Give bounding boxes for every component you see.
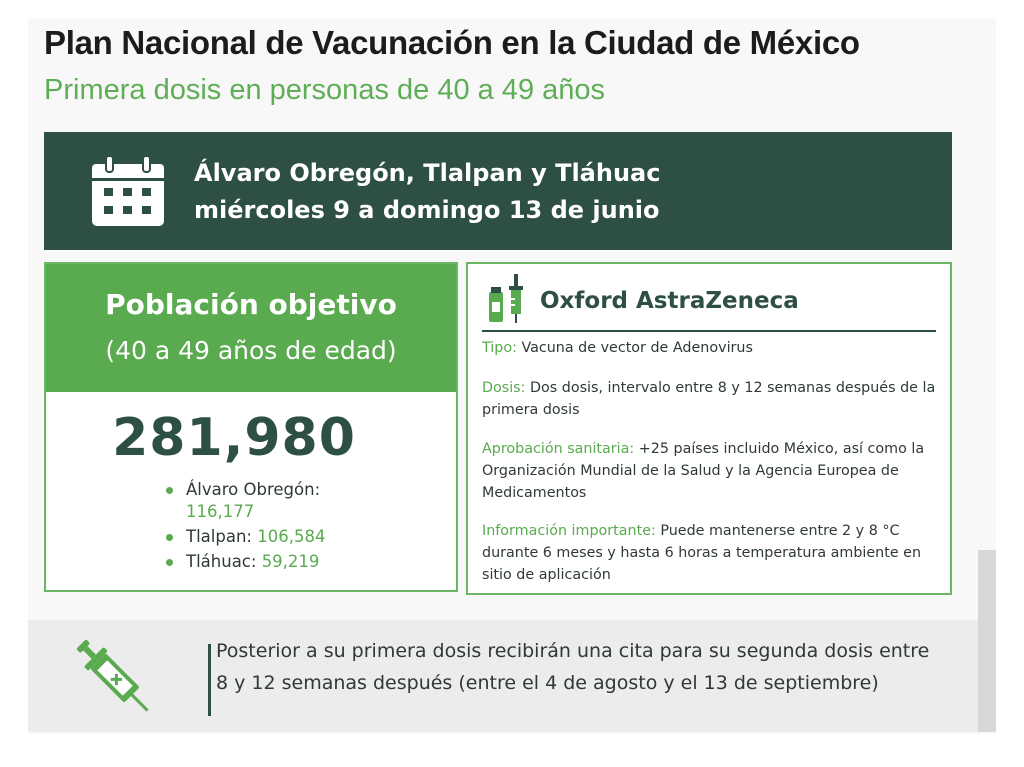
page-subtitle: Primera dosis en personas de 40 a 49 años — [44, 74, 606, 106]
vaccine-type-value: Vacuna de vector de Adenovirus — [521, 340, 753, 356]
bullet-icon — [166, 487, 173, 494]
population-card — [44, 262, 458, 592]
vaccine-card — [466, 262, 952, 595]
municipality-value: 59,219 — [261, 552, 320, 571]
municipality-name: Tlalpan: — [186, 527, 252, 546]
schedule-banner — [44, 132, 952, 250]
vaccine-important-info — [482, 520, 942, 586]
bullet-icon — [166, 534, 173, 541]
vaccine-info-label: Información importante: — [482, 523, 656, 539]
page-title: Plan Nacional de Vacunación en la Ciudad de México — [44, 24, 860, 61]
population-title: Población objetivo — [105, 288, 397, 321]
municipality-name: Álvaro Obregón: — [186, 480, 321, 499]
population-breakdown-list — [164, 479, 325, 573]
second-dose-note — [28, 620, 996, 732]
vaccine-doses — [482, 377, 942, 421]
municipality-value: 106,584 — [257, 527, 326, 546]
vaccine-type-label: Tipo: — [482, 340, 517, 356]
municipality-name: Tláhuac: — [186, 552, 257, 571]
vaccine-vial-icon — [486, 272, 526, 324]
vaccine-type — [482, 337, 942, 359]
list-item — [164, 479, 325, 523]
vaccine-doses-value: Dos dosis, intervalo entre 8 y 12 semanas después de la primera dosis — [482, 380, 936, 418]
vaccine-info-value: Puede mantenerse entre 2 y 8 °C durante 6 meses y hasta 6 horas a temperatura ambiente en sitio de aplicación — [482, 523, 922, 583]
list-item — [164, 551, 325, 573]
vaccine-approval-label: Aprobación sanitaria: — [482, 441, 635, 457]
population-total: 281,980 — [112, 408, 356, 468]
population-age-range: (40 a 49 años de edad) — [105, 336, 397, 365]
second-dose-text: Posterior a su primera dosis recibirán una cita para su segunda dosis entre 8 y 12 semanas después (entre el 4 de agosto y el 13 de septiembre) — [216, 640, 930, 694]
vaccine-approval — [482, 438, 942, 504]
population-header — [46, 264, 456, 392]
vaccine-doses-label: Dosis: — [482, 380, 526, 396]
banner-municipalities: Álvaro Obregón, Tlalpan y Tláhuac — [194, 159, 661, 187]
municipality-value: 116,177 — [186, 502, 255, 521]
banner-dates: miércoles 9 a domingo 13 de junio — [194, 196, 660, 224]
vaccine-approval-value: +25 países incluido México, así como la Organización Mundial de la Salud y la Agencia Europea de Medicamentos — [482, 441, 925, 501]
calendar-icon — [90, 154, 166, 228]
list-item — [164, 526, 325, 548]
divider — [482, 330, 936, 332]
divider — [208, 644, 211, 716]
bullet-icon — [166, 559, 173, 566]
syringe-icon — [68, 632, 162, 724]
edge-shadow — [978, 550, 996, 732]
vaccine-name: Oxford AstraZeneca — [540, 288, 799, 314]
